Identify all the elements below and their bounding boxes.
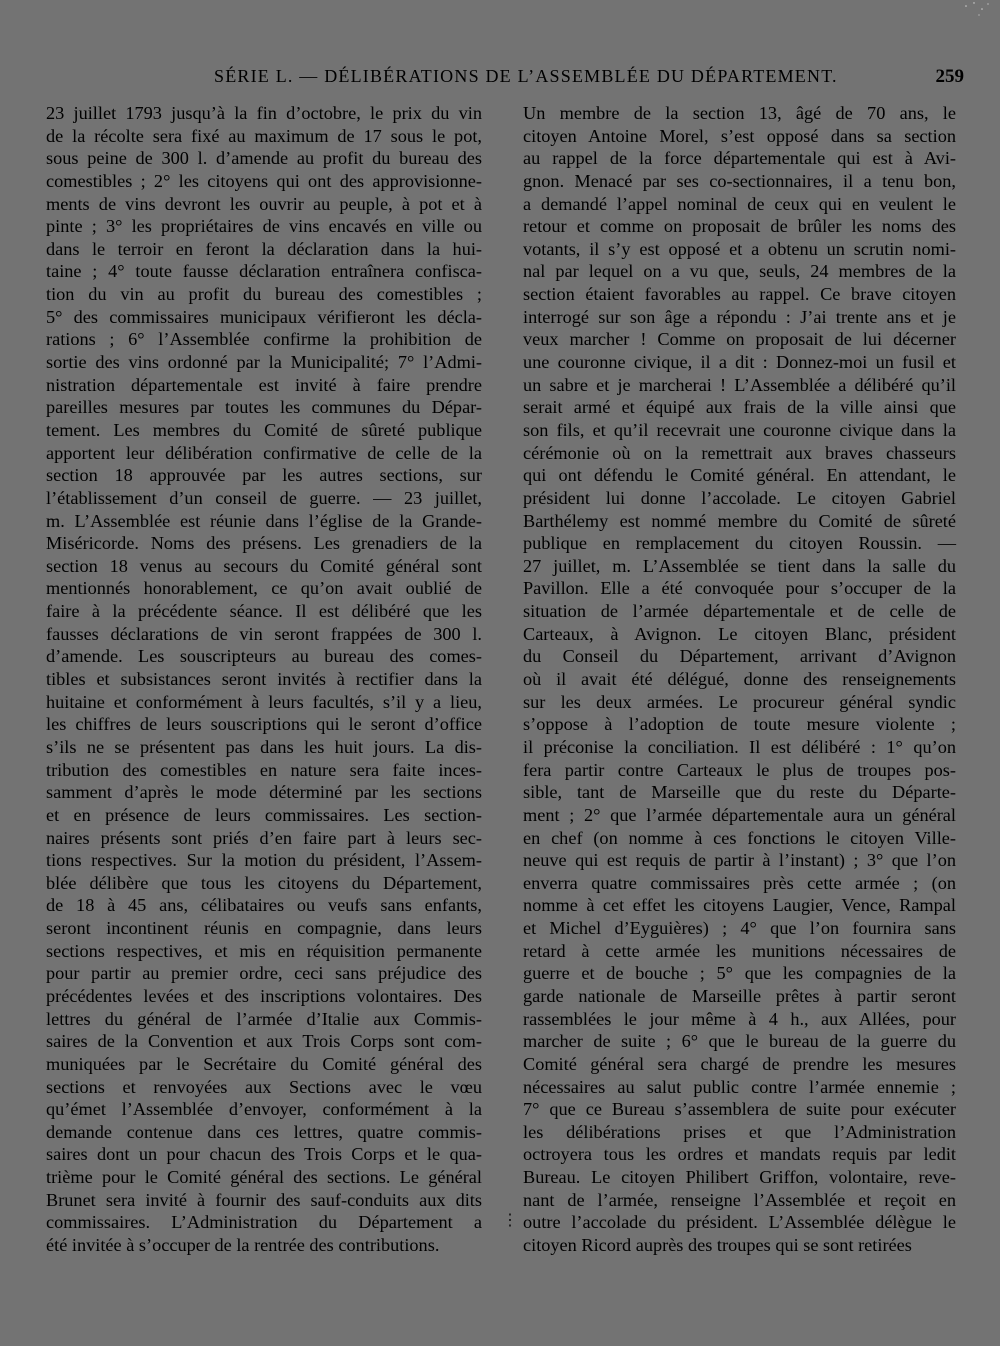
text-line: octroyera tous les ordres et mandats requis par ledit xyxy=(523,1144,956,1165)
text-line: sortie des vins ordonné par la Municipalité; 7° l’Admi- xyxy=(46,352,482,373)
left-column xyxy=(46,102,482,1257)
text-line: guerre et de bouche ; 5° que les compagnies de la xyxy=(523,963,956,984)
text-line: Comité général sera chargé de prendre les mesures xyxy=(523,1053,956,1074)
text-line: nistration départementale est invité à faire prendre xyxy=(46,374,482,395)
page-header xyxy=(44,62,964,92)
text-line: Brunet sera invité à fournir des sauf-conduits aux dits xyxy=(46,1189,482,1210)
text-line: de la récolte sera fixé au maximum de 17 sous le pot, xyxy=(46,125,482,146)
text-line: rassemblées le jour même à 4 h., aux Allées, pour xyxy=(523,1008,956,1029)
text-line: du Conseil du Département, arrivant d’Avignon xyxy=(523,646,956,667)
text-line: tions respectives. Sur la motion du président, l’Assem- xyxy=(46,850,482,871)
text-line: blée délibère que tous les citoyens du Département, xyxy=(46,872,482,893)
text-line: comestibles ; 2° les citoyens qui ont des approvisionne- xyxy=(46,170,482,191)
text-line: sible, tant de Marseille que du reste du Départe- xyxy=(523,782,956,803)
text-line: pareilles mesures par toutes les communes du Dépar- xyxy=(46,397,482,418)
text-line: et Michel d’Eyguières) ; 4° que l’on fournira sans xyxy=(523,918,956,939)
text-line: ment ; 2° que l’armée départementale aura un général xyxy=(523,804,956,825)
text-line: 27 juillet, m. L’Assemblée se tient dans la salle du xyxy=(523,555,956,576)
text-line: citoyen Antoine Morel, s’est opposé dans sa section xyxy=(523,125,956,146)
text-line: sections et renvoyées aux Sections avec le vœu xyxy=(46,1076,482,1097)
text-line: tribution des comestibles en nature sera faite inces- xyxy=(46,759,482,780)
text-line: s’ils ne se présentent pas dans les huit jours. La dis- xyxy=(46,736,482,757)
text-line: dans le terroir en feront la déclaration dans la hui- xyxy=(46,238,482,259)
text-line: retard à cette armée les munitions nécessaires de xyxy=(523,940,956,961)
text-line: été invitée à s’occuper de la rentrée des contributions. xyxy=(46,1235,440,1256)
text-line: taine ; 4° toute fausse déclaration entraînera confisca- xyxy=(46,261,482,282)
text-line: Miséricorde. Noms des présens. Les grenadiers de la xyxy=(46,533,482,554)
text-line: samment d’après le mode déterminé par les sections xyxy=(46,782,482,803)
text-line: enverra quatre commissaires près cette armée ; (on xyxy=(523,872,956,893)
text-line: a demandé l’appel nominal de ceux qui en veulent le xyxy=(523,193,956,214)
text-line: qui ont défendu le Comité général. En attendant, le xyxy=(523,465,956,486)
text-line: pinte ; 3° les propriétaires de vins encavés en ville ou xyxy=(46,216,482,237)
text-line: fera partir contre Carteaux le plus de troupes pos- xyxy=(523,759,956,780)
text-line: marcher de suite ; 6° que le bureau de la guerre du xyxy=(523,1031,956,1052)
text-line: sections respectives, et mis en réquisition permanente xyxy=(46,940,482,961)
text-line: les chiffres de leurs souscriptions qui le seront d’office xyxy=(46,714,482,735)
text-line: son fils, et qu’il recevrait une couronne civique dans la xyxy=(523,419,956,440)
text-line: de 18 à 45 ans, célibataires ou veufs sans enfants, xyxy=(46,895,482,916)
text-line: garde nationale de Marseille prêtes à partir seront xyxy=(523,985,956,1006)
scan-noise xyxy=(962,0,992,22)
text-line: précédentes levées et des inscriptions volontaires. Des xyxy=(46,985,482,1006)
text-line: pour partir au premier ordre, ceci sans préjudice des xyxy=(46,963,482,984)
text-line: président lui donne l’accolade. Le citoyen Gabriel xyxy=(523,487,956,508)
text-line: s’oppose à l’adoption de toute mesure violente ; xyxy=(523,714,956,735)
margin-mark: ⋮ xyxy=(502,1212,518,1229)
text-line: fausses déclarations de vin seront frappées de 300 l. xyxy=(46,623,482,644)
text-line: demande contenue dans ces lettres, quatre commis- xyxy=(46,1121,482,1142)
text-line: tibles et subsistances seront invités à rectifier dans la xyxy=(46,669,482,690)
right-column xyxy=(523,102,956,1257)
text-line: l’établissement d’un conseil de guerre. — 23 juillet, xyxy=(46,487,482,508)
text-line: tion du vin au profit du bureau des comestibles ; xyxy=(46,284,482,305)
text-line: votants, il s’y est opposé et a obtenu un scrutin nomi- xyxy=(523,238,956,259)
text-line: il préconise la conciliation. Il est délibéré : 1° qu’on xyxy=(523,736,956,757)
text-line: nal par lequel on a vu que, seuls, 24 membres de la xyxy=(523,261,956,282)
text-line: lettres du général de l’armée d’Italie aux Commis- xyxy=(46,1008,482,1029)
text-line: Carteaux, à Avignon. Le citoyen Blanc, président xyxy=(523,623,956,644)
text-line: au rappel de la force départementale qui est à Avi- xyxy=(523,148,956,169)
text-line: et en présence de leurs commissaires. Les section- xyxy=(46,804,482,825)
page-number: 259 xyxy=(935,66,964,87)
text-line: citoyen Ricord auprès des troupes qui se sont retirées xyxy=(523,1235,912,1256)
text-line: gnon. Menacé par ses co-sectionnaires, il a tenu bon, xyxy=(523,170,956,191)
text-line: Barthélemy est nommé membre du Comité de sûreté xyxy=(523,510,956,531)
text-line: où il avait été délégué, donne des renseignements xyxy=(523,669,956,690)
text-line: apportent leur délibération confirmative de celle de la xyxy=(46,442,482,463)
text-line: situation de l’armée départementale et de celle de xyxy=(523,601,956,622)
text-line: les délibérations prises et que l’Administration xyxy=(523,1121,956,1142)
text-line: saires de la Convention et aux Trois Corps sont com- xyxy=(46,1031,482,1052)
text-line: nant de l’armée, renseigne l’Assemblée et reçoit en xyxy=(523,1189,956,1210)
text-line: section 18 approuvée par les autres sections, sur xyxy=(46,465,482,486)
text-line: faire à la précédente séance. Il est délibéré que les xyxy=(46,601,482,622)
text-line: Bureau. Le citoyen Philibert Griffon, volontaire, reve- xyxy=(523,1167,956,1188)
text-line: sous peine de 300 l. d’amende au profit du bureau des xyxy=(46,148,482,169)
text-line: un sabre et je marcherai ! L’Assemblée a délibéré qu’il xyxy=(523,374,956,395)
text-line: une couronne civique, il a dit : Donnez-moi un fusil et xyxy=(523,352,956,373)
text-line: retour et comme on proposait de brûler les noms des xyxy=(523,216,956,237)
text-line: serait armé et équipé aux frais de la ville ainsi que xyxy=(523,397,956,418)
text-line: qu’émet l’Assemblée d’envoyer, conformément à la xyxy=(46,1099,482,1120)
text-line: sur les deux armées. Le procureur général syndic xyxy=(523,691,956,712)
text-line: nomme à cet effet les citoyens Laugier, Vence, Rampal xyxy=(523,895,956,916)
text-line: trième pour le Comité général des sections. Le général xyxy=(46,1167,482,1188)
running-head: SÉRIE L. — DÉLIBÉRATIONS DE L’ASSEMBLÉE DU DÉPARTEMENT. xyxy=(214,66,838,86)
text-line: cérémonie où on la remettrait aux braves chasseurs xyxy=(523,442,956,463)
text-line: 23 juillet 1793 jusqu’à la fin d’octobre, le prix du vin xyxy=(46,103,482,123)
text-line: mentionnés honorablement, ce qu’on avait oublié de xyxy=(46,578,482,599)
text-line: naires présents sont priés d’en faire part à leurs sec- xyxy=(46,827,482,848)
text-line: interrogé sur son âge a répondu : J’ai trente ans et je xyxy=(523,306,956,327)
text-line: seront incontinent réunis en compagnie, dans leurs xyxy=(46,918,482,939)
text-line: section 18 venus au secours du Comité général sont xyxy=(46,555,482,576)
text-line: 5° des commissaires municipaux vérifieront les décla- xyxy=(46,306,482,327)
text-line: huitaine et conformément à leurs facultés, s’il y a lieu, xyxy=(46,691,482,712)
text-line: ments de vins devront les ouvrir au peuple, à pot et à xyxy=(46,193,482,214)
text-line: tement. Les membres du Comité de sûreté publique xyxy=(46,419,482,440)
text-line: d’amende. Les souscripteurs au bureau des comes- xyxy=(46,646,482,667)
text-line: neuve qui est requis de partir à l’instant) ; 3° que l’on xyxy=(523,850,956,871)
text-line: publique en remplacement du citoyen Roussin. — xyxy=(523,533,956,554)
text-line: commissaires. L’Administration du Département a xyxy=(46,1212,482,1233)
text-line: Pavillon. Elle a été convoquée pour s’occuper de la xyxy=(523,578,956,599)
text-line: saires dont un pour chacun des Trois Corps et le qua- xyxy=(46,1144,482,1165)
text-line: veux marcher ! Comme on proposait de lui décerner xyxy=(523,329,956,350)
text-line: en chef (on nomme à ces fonctions le citoyen Ville- xyxy=(523,827,956,848)
text-line: section étaient favorables au rappel. Ce brave citoyen xyxy=(523,284,956,305)
text-line: muniquées par le Secrétaire du Comité général des xyxy=(46,1053,482,1074)
text-line: nécessaires au salut public contre l’armée ennemie ; xyxy=(523,1076,956,1097)
text-line: Un membre de la section 13, âgé de 70 ans, le xyxy=(523,103,956,123)
text-line: outre l’accolade du président. L’Assemblée délègue le xyxy=(523,1212,956,1233)
text-line: rations ; 6° l’Assemblée confirme la prohibition de xyxy=(46,329,482,350)
text-line: m. L’Assemblée est réunie dans l’église de la Grande- xyxy=(46,510,482,531)
text-line: 7° que ce Bureau s’assemblera de suite pour exécuter xyxy=(523,1099,956,1120)
